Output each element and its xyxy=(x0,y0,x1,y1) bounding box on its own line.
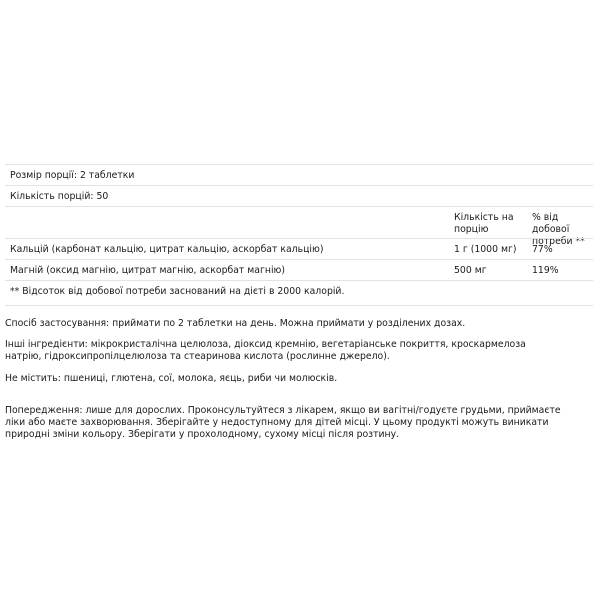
free-from-label: Не містить: xyxy=(5,373,61,384)
servings-count-row xyxy=(5,185,593,206)
nutrient-daily-value: 77% xyxy=(532,244,553,255)
footnote: ** Відсоток від добової потреби заснований на дієті в 2000 калорій. xyxy=(10,286,345,297)
nutrient-amount: 1 г (1000 мг) xyxy=(454,244,517,255)
table-row xyxy=(5,259,593,280)
warning-label: Попередження: xyxy=(5,405,83,416)
supplement-facts-table xyxy=(5,164,593,306)
usage-text: приймати по 2 таблетки на день. Можна приймати у розділених дозах. xyxy=(112,318,466,329)
header-amount: Кількість на порцію xyxy=(454,212,514,235)
servings-count: Кількість порцій: 50 xyxy=(10,191,109,202)
usage-paragraph xyxy=(5,318,565,330)
free-from-paragraph xyxy=(5,373,565,385)
serving-size-row xyxy=(5,164,593,185)
nutrient-name: Магній (оксид магнію, цитрат магнію, аскорбат магнію) xyxy=(10,265,285,276)
header-daily-value: % від добової потреби ** xyxy=(532,212,585,247)
other-ingredients-paragraph xyxy=(5,339,565,363)
table-header-row xyxy=(5,206,593,247)
usage-label: Спосіб застосування: xyxy=(5,318,110,329)
warning-text: лише для дорослих. Проконсультуйтеся з лікарем, якщо ви вагітні/годуєте грудьми, приймаєте ліки або маєте захворювання. Зберігайте у недоступному для дітей місці. У цьому продукті можуть виникати природні зміни кольору. Зберігати у прохолодному, сухому місці після розтину. xyxy=(5,405,561,440)
serving-size: Розмір порції: 2 таблетки xyxy=(10,170,135,181)
warning-paragraph xyxy=(5,405,565,441)
other-ingredients-text: мікрокристалічна целюлоза, діоксид кремнію, вегетаріанське покриття, кроскармелоза натрію, гідроксипропілцелюлоза та стеаринова кислота (рослинне джерело). xyxy=(5,339,526,362)
free-from-text: пшениці, глютена, сої, молока, яєць, риби чи молюсків. xyxy=(63,373,338,384)
nutrient-amount: 500 мг xyxy=(454,265,487,276)
other-ingredients-label: Інші інгредієнти: xyxy=(5,339,88,350)
footnote-row xyxy=(5,280,593,306)
nutrient-daily-value: 119% xyxy=(532,265,559,276)
table-row xyxy=(5,238,593,259)
nutrient-name: Кальцій (карбонат кальцію, цитрат кальцію, аскорбат кальцію) xyxy=(10,244,324,255)
